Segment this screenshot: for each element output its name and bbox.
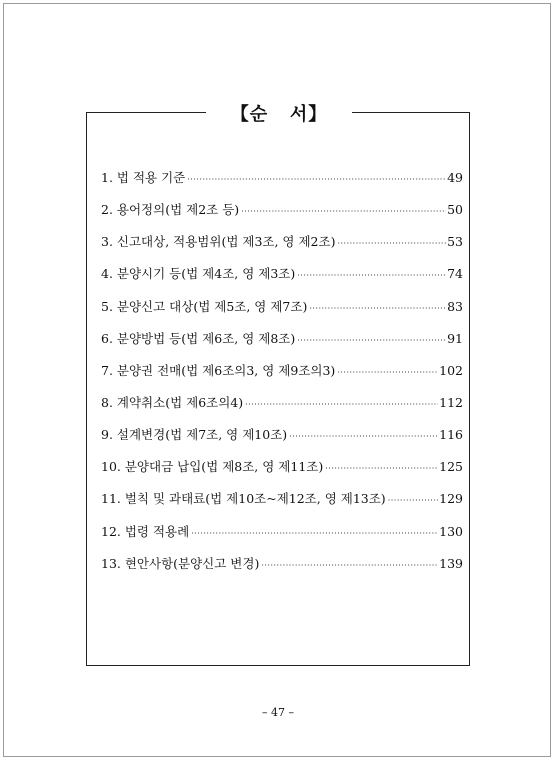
toc-item-1[interactable] [101, 162, 463, 194]
toc-item-label: 10. 분양대금 납입(법 제8조, 영 제11조) [101, 459, 324, 475]
toc-item-page: 91 [447, 330, 463, 346]
leader-dots [191, 518, 438, 550]
toc-item-3[interactable] [101, 226, 463, 258]
toc-item-12[interactable] [101, 516, 463, 548]
toc-item-page: 112 [439, 394, 463, 410]
toc-item-label: 1. 법 적용 기준 [101, 170, 186, 185]
leader-dots [337, 228, 446, 260]
toc-item-label: 5. 분양신고 대상(법 제5조, 영 제7조) [101, 298, 308, 314]
toc-item-7[interactable] [101, 355, 463, 387]
leader-dots [325, 453, 438, 485]
leader-dots [245, 389, 438, 421]
toc-item-label: 11. 벌칙 및 과태료(법 제10조~제12조, 영 제13조) [101, 491, 386, 507]
toc-item-4[interactable] [101, 258, 463, 290]
toc-item-page: 139 [439, 555, 463, 571]
toc-item-page: 83 [447, 298, 463, 314]
toc-item-label: 4. 분양시기 등(법 제4조, 영 제3조) [101, 266, 296, 282]
leader-dots [289, 421, 438, 453]
toc-item-page: 53 [447, 234, 463, 250]
toc-item-6[interactable] [101, 323, 463, 355]
toc-item-8[interactable] [101, 387, 463, 419]
toc-item-label: 12. 법령 적용례 [101, 523, 190, 539]
leader-dots [309, 293, 446, 325]
toc-item-page: 74 [447, 266, 463, 282]
toc-item-label: 13. 현안사항(분양신고 변경) [101, 555, 260, 571]
toc-item-label: 3. 신고대상, 적용범위(법 제3조, 영 제2조) [101, 234, 336, 250]
toc-item-5[interactable] [101, 291, 463, 323]
leader-dots [297, 325, 446, 357]
toc-item-label: 6. 분양방법 등(법 제6조, 영 제8조) [101, 330, 296, 346]
leader-dots [187, 164, 446, 196]
title-container [206, 96, 352, 130]
leader-dots [241, 196, 446, 228]
leader-dots [388, 485, 438, 517]
toc-item-2[interactable] [101, 194, 463, 226]
toc-item-11[interactable] [101, 483, 463, 515]
toc-item-page: 102 [439, 362, 463, 378]
page-number-footer: – 47 – [262, 706, 294, 719]
toc-item-label: 8. 계약취소(법 제6조의4) [101, 394, 244, 410]
leader-dots [297, 260, 446, 292]
toc-item-label: 9. 설계변경(법 제7조, 영 제10조) [101, 427, 288, 443]
toc-list [101, 162, 463, 580]
leader-dots [337, 357, 438, 389]
toc-item-page: 49 [447, 170, 463, 185]
toc-item-9[interactable] [101, 419, 463, 451]
toc-item-13[interactable] [101, 548, 463, 580]
toc-item-page: 125 [439, 459, 463, 475]
toc-item-10[interactable] [101, 451, 463, 483]
toc-item-label: 2. 용어정의(법 제2조 등) [101, 202, 240, 218]
toc-title: 【순 서】 [230, 104, 328, 125]
toc-item-page: 130 [439, 523, 463, 539]
toc-item-page: 129 [439, 491, 463, 507]
toc-item-page: 50 [447, 202, 463, 218]
leader-dots [261, 550, 438, 582]
toc-item-page: 116 [439, 427, 463, 443]
toc-item-label: 7. 분양권 전매(법 제6조의3, 영 제9조의3) [101, 362, 336, 378]
